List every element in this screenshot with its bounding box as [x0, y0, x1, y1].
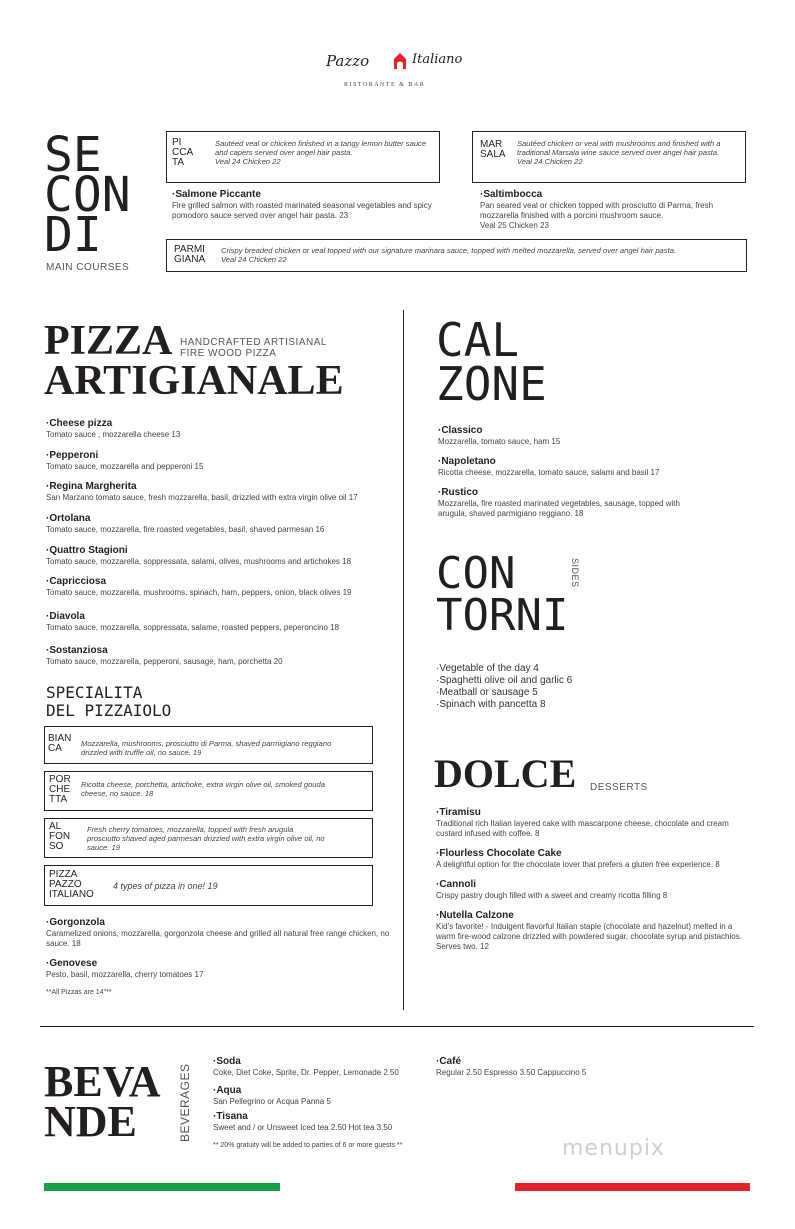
pizza-note: **All Pizzas are 14"**	[46, 989, 112, 996]
list-item: ·Capricciosa Tomato sauce, mozzarella, mushrooms, spinach, ham, peppers, onion, black olives 19	[46, 576, 352, 597]
secondi-title	[44, 127, 131, 263]
column-divider	[403, 310, 404, 1010]
item-price: Veal 25 Chicken 23	[480, 221, 549, 230]
green-stripe	[44, 1183, 280, 1191]
oven-icon	[392, 52, 408, 70]
parmigiana-box	[166, 239, 747, 272]
piccata-box	[166, 131, 440, 183]
contorni-side-label: SIDES	[570, 558, 580, 588]
secondi-subtitle: MAIN COURSES	[46, 262, 130, 273]
parmigiana-desc: Crispy breaded chicken or veal topped with our signature marinara sauce, topped with melted mozzarella, served over angel hair pasta. Veal 24 Chicken 22	[221, 246, 677, 264]
list-item: ·Aqua San Pellegrino or Acqua Panna 5	[213, 1085, 331, 1106]
bevande-list	[213, 1056, 443, 1151]
list-item: ·Vegetable of the day 4	[436, 663, 539, 674]
list-item: ·Classico Mozzarella, tomato sauce, ham 15	[438, 425, 561, 446]
dolce-subtitle: DESSERTS	[590, 782, 648, 793]
pizza-pazzo-desc: 4 types of pizza in one! 19	[113, 881, 218, 891]
secondi-title-line: SE	[44, 127, 102, 183]
pizza-subtitle: HANDCRAFTED ARTISIANAL FIRE WOOD PIZZA	[180, 337, 327, 359]
dolce-title: DOLCE	[434, 751, 577, 796]
pizza-list	[46, 418, 396, 667]
list-item: ·Meatball or sausage 5	[436, 687, 538, 698]
list-item: ·Diavola Tomato sauce, mozzarella, soppressata, salame, roasted peppers, peperoncino 18	[46, 611, 340, 632]
bianca-box	[44, 726, 373, 764]
alfonso-label: AL FON SO	[49, 821, 71, 852]
list-item: ·Ortolana Tomato sauce, mozzarella, fire roasted vegetables, basil, shaved parmesan 16	[46, 513, 325, 534]
dolce-list	[436, 807, 746, 952]
item-name: ·Saltimbocca	[480, 189, 543, 200]
calzone-title: CAL ZONE	[436, 313, 547, 411]
marsala-box	[472, 131, 746, 183]
list-item: ·Flourless Chocolate Cake A delightful option for the chocolate lover that prefers a gluten free experience. 8	[436, 848, 720, 869]
pizza-more-list	[46, 917, 396, 998]
bianca-desc: Mozzarella, mushrooms, prosciutto di Parma, shaved parmigiano reggiano drizzled with truffle oil, no sauce. 19	[81, 739, 332, 757]
bianca-label: BIAN CA	[48, 733, 72, 754]
specialita-title: SPECIALITA DEL PIZZAIOLO	[46, 683, 172, 720]
list-item: ·Spinach with pancetta 8	[436, 699, 546, 710]
salmone-item	[172, 189, 440, 221]
secondi-title-line: DI	[44, 207, 102, 263]
alfonso-desc: Fresh cherry tomatoes, mozzarella, topped with fresh arugula prosciutto shaved aged parmesan drizzled with extra virgin olive oil, no sauce. 19	[87, 825, 325, 852]
gratuity-note: ** 20% gratuity will be added to parties of 6 or more guests **	[213, 1142, 403, 1149]
bevande-title: BEVA NDE	[44, 1057, 161, 1146]
watermark: menupix	[562, 1136, 665, 1161]
porchetta-label: POR CHE TTA	[49, 774, 71, 805]
secondi-title-line: CON	[44, 167, 131, 223]
logo-tagline: RISTORANTE & BAR	[344, 82, 426, 88]
section-divider	[40, 1026, 754, 1027]
list-item: ·Pepperoni Tomato sauce, mozzarella and pepperoni 15	[46, 450, 204, 471]
pizza-title-line2: ARTIGIANALE	[44, 358, 344, 404]
item-desc: Pan seared veal or chicken topped with prosciutto di Parma, fresh mozzarella finished with a porcini mushroom sauce.	[480, 201, 714, 220]
pizza-pazzo-label: PIZZA PAZZO ITALIANO	[49, 869, 94, 900]
item-name: ·Salmone Piccante	[172, 189, 261, 200]
list-item: ·Napoletano Ricotta cheese, mozzarella, tomato sauce, salami and basil 17	[438, 456, 660, 477]
red-stripe	[515, 1183, 750, 1191]
bevande-side-label: BEVERAGES	[178, 1063, 192, 1142]
list-item: ·Genovese Pesto, basil, mozzarella, cherry tomatoes 17	[46, 958, 204, 979]
pizza-title-line1: PIZZA	[44, 318, 173, 364]
item-desc: Fire grilled salmon with roasted marinated seasonal vegetables and spicy pomodoro sauce served over angel hair pasta. 23	[172, 201, 432, 220]
piccata-label: PI CCA TA	[172, 137, 194, 168]
list-item: ·Rustico Mozzarella, fire roasted marinated vegetables, sausage, topped with arugula, shaved parmigiano reggiano. 18	[438, 487, 680, 518]
list-item: ·Cannoli Crispy pastry dough filled with a sweet and creamy ricotta filling 8	[436, 879, 668, 900]
marsala-label: MAR SALA	[480, 139, 506, 160]
parmigiana-label: PARMI GIANA	[174, 244, 206, 265]
marsala-desc: Sautéed chicken or veal with mushrooms and finished with a traditional Marsala wine sauce served over angel hair pasta. Veal 24 Chicken 22	[517, 139, 721, 166]
logo	[320, 48, 480, 96]
list-item: ·Regina Margherita San Marzano tomato sauce, fresh mozzarella, basil, drizzled with extra virgin olive oil 17	[46, 481, 358, 502]
list-item: ·Gorgonzola Caramelized onions, mozzarella, gorgonzola cheese and grilled all natural free range chicken, no sauce. 18	[46, 917, 390, 948]
porchetta-box	[44, 771, 373, 811]
logo-script-left: Pazzo	[326, 52, 370, 70]
list-item: ·Cheese pizza Tomato sauce , mozzarella cheese 13	[46, 418, 181, 439]
list-item: ·Soda Coke, Diet Coke, Sprite, Dr. Pepper, Lemonade 2.50	[213, 1056, 399, 1077]
saltimbocca-item	[480, 189, 746, 231]
list-item: ·Nutella Calzone Kid's favorite! - Indulgent flavorful Italian staple (chocolate and hazelnut) melted in a warm fire-wood calzone drizzled with powdered sugar, chocolate syrup and pistachios. Serves two. 12	[436, 910, 742, 951]
calzone-list	[438, 425, 708, 519]
alfonso-box	[44, 818, 373, 858]
list-item: ·Tiramisu Traditional rich Italian layered cake with mascarpone cheese, chocolate and cream custard infused with coffee. 8	[436, 807, 729, 838]
pizza-pazzo-box	[44, 865, 373, 906]
list-item: ·Spaghetti olive oil and garlic 6	[436, 675, 573, 686]
logo-script-right: Italiano	[412, 52, 463, 67]
list-item: ·Tisana Sweet and / or Unsweet Iced tea 2.50 Hot tea 3.50	[213, 1111, 393, 1132]
piccata-desc: Sautéed veal or chicken finished in a tangy lemon butter sauce and capers served over angel hair pasta. Veal 24 Chicken 22	[215, 139, 427, 166]
contorni-list	[436, 663, 572, 711]
list-item: ·Sostanziosa Tomato sauce, mozzarella, pepperoni, sausage, ham, porchetta 20	[46, 645, 283, 666]
contorni-title: CON TORNI	[436, 548, 569, 641]
porchetta-desc: Ricotta cheese, porchetta, artichoke, extra virgin olive oil, smoked gouda cheese, no sauce. 18	[81, 780, 325, 798]
cafe-item: ·Café Regular 2.50 Espresso 3.50 Cappuccino 5	[436, 1056, 587, 1077]
list-item: ·Quattro Stagioni Tomato sauce, mozzarella, soppressata, salami, olives, mushrooms and artichokes 18	[46, 545, 352, 566]
